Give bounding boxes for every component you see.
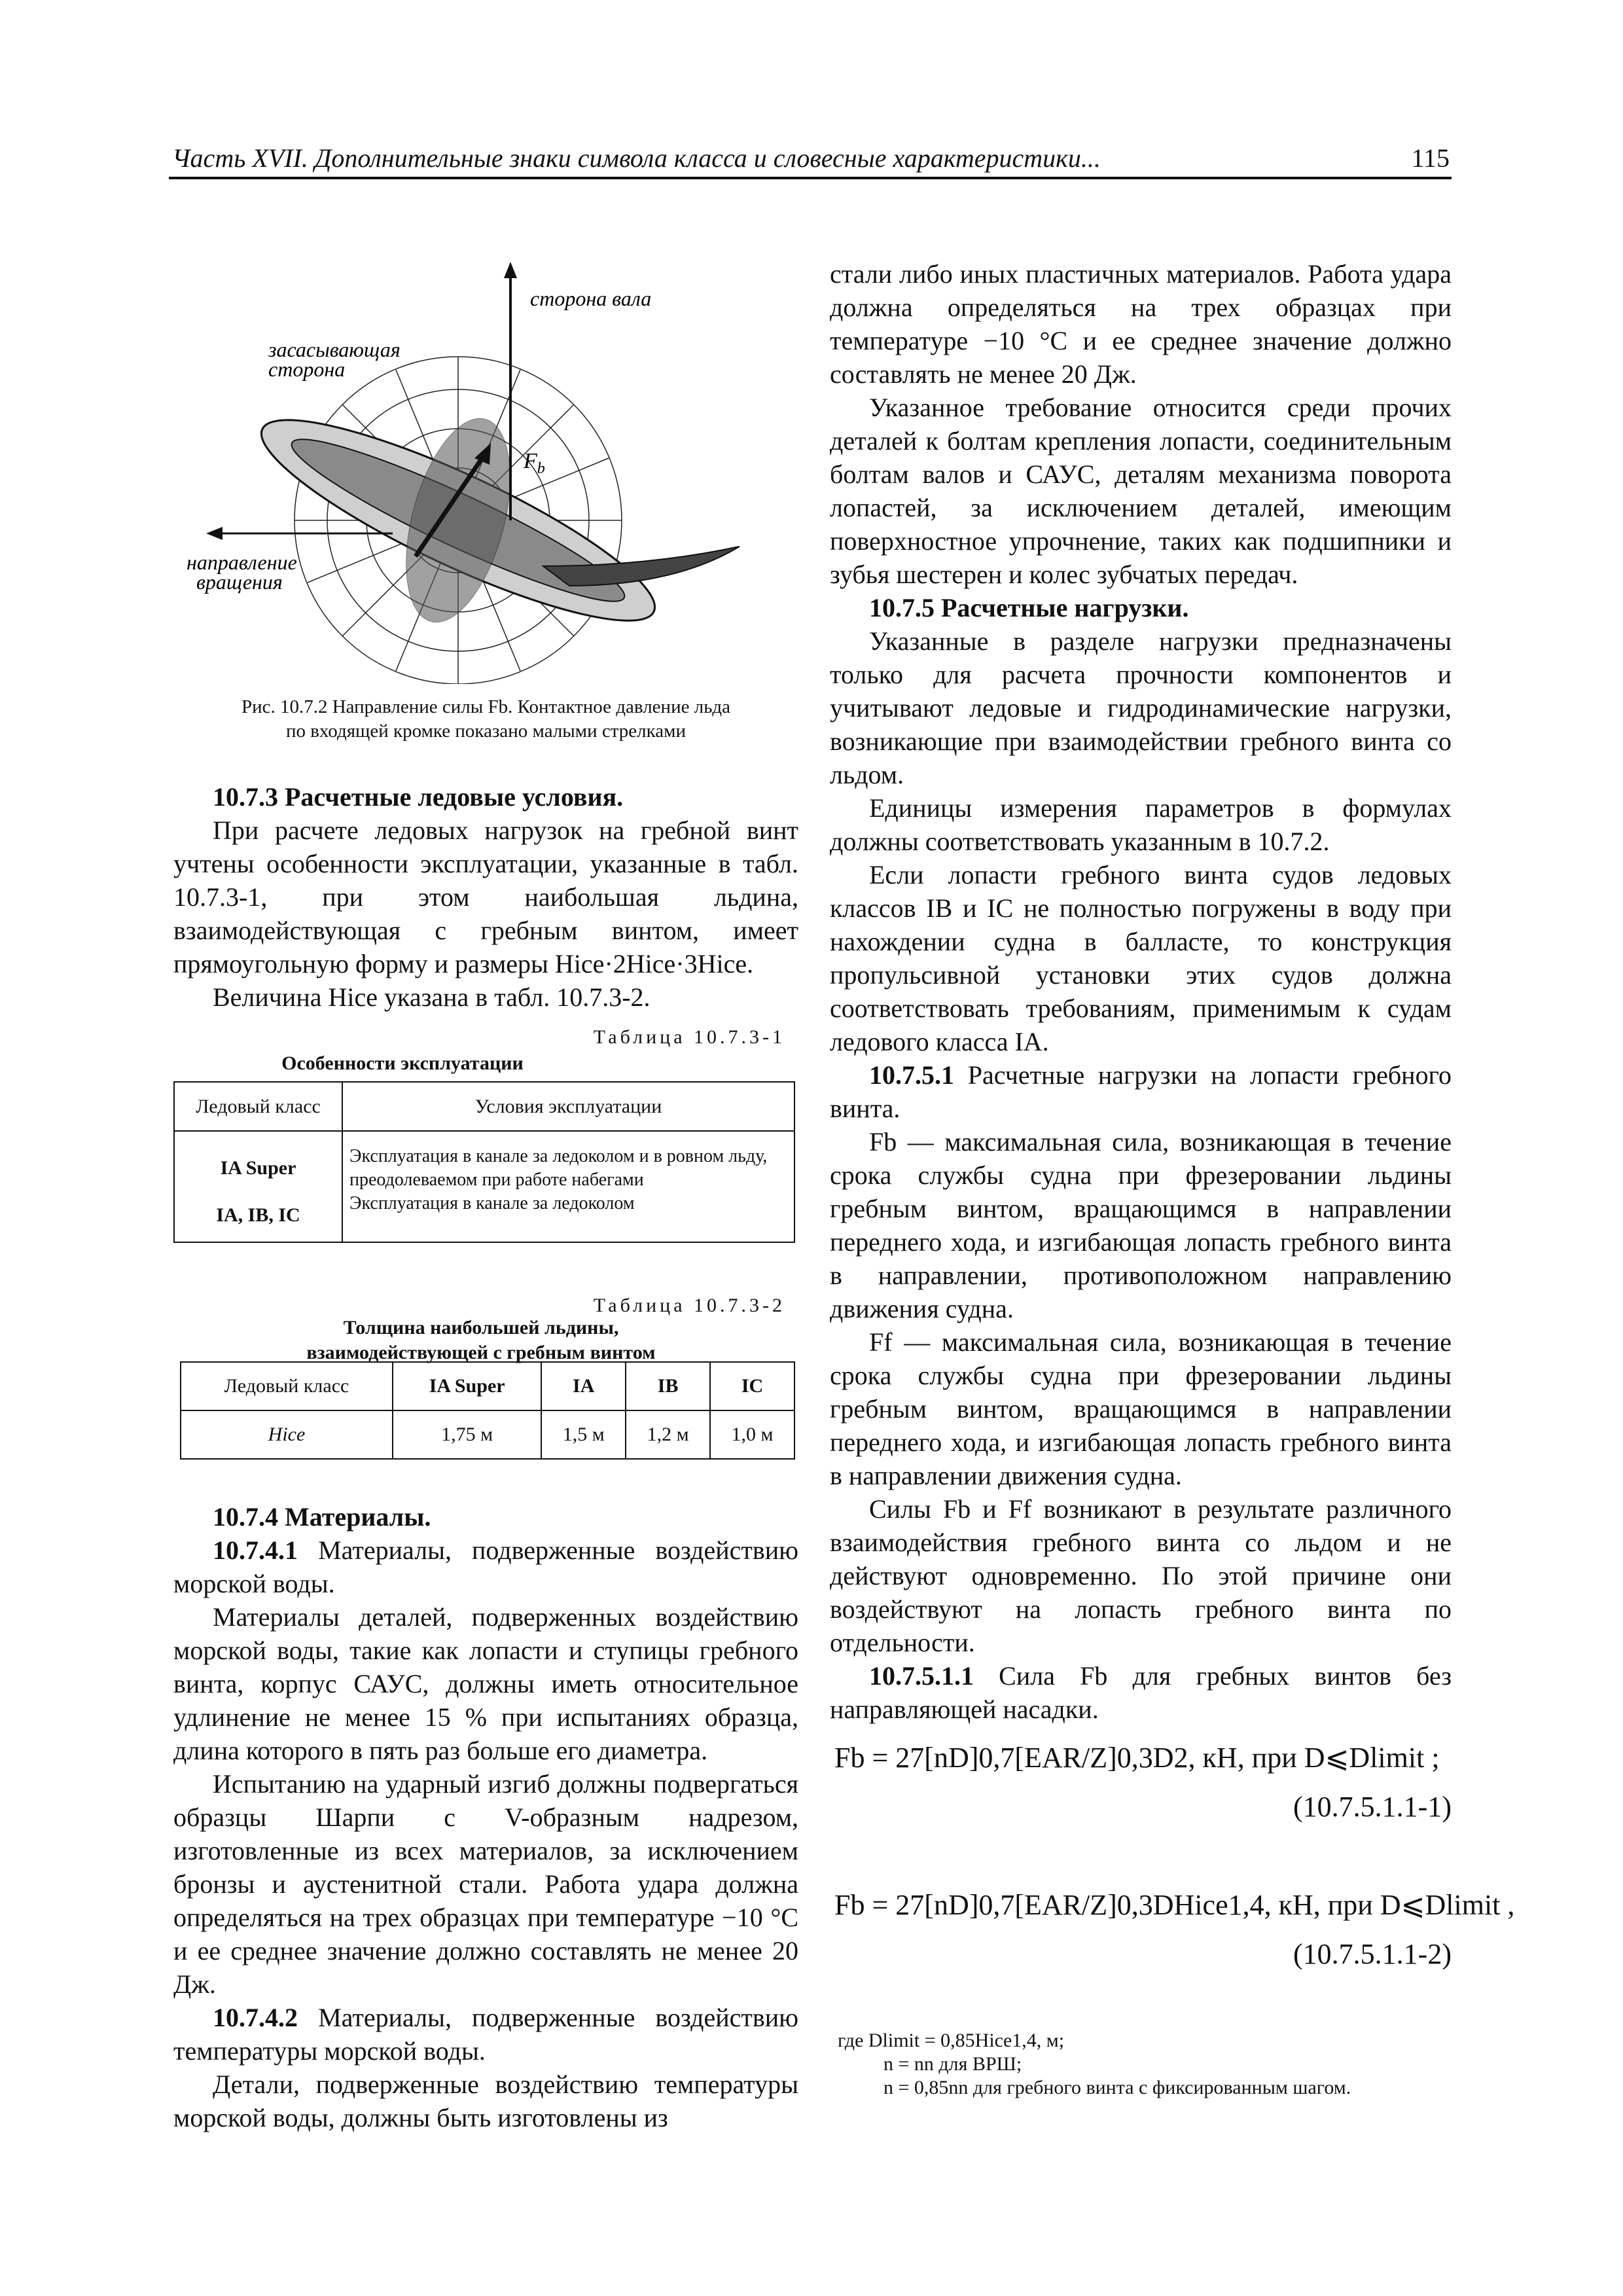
section-10-7-4 bbox=[173, 1500, 798, 2134]
legend-n-vrsh: n = nn для ВРШ; bbox=[883, 2053, 1022, 2075]
label-shaft-side: сторона вала bbox=[530, 287, 652, 310]
table2-header-ia-super: IA Super bbox=[393, 1362, 541, 1410]
table1-conditions-cell bbox=[342, 1131, 794, 1242]
para-10-7-4-1: 10.7.4.1 Материалы, подверженные воздействию морской воды. bbox=[173, 1535, 799, 1598]
para-continued: стали либо иных пластичных материалов. Работа удара должна определяться на трех образцах при температуре −10 °С и ее среднее значение должно составлять не менее 20 Дж. bbox=[830, 259, 1452, 389]
heading-10-7-3: 10.7.3 Расчетные ледовые условия. bbox=[213, 782, 624, 812]
para-10-7-4-2-b: Детали, подверженные воздействию температуры морской воды, должны быть изготовлены из bbox=[173, 2070, 798, 2132]
table1-row2-class: IA, IB, IC bbox=[216, 1204, 300, 1226]
para-10-7-3-b: Величина Hice указана в табл. 10.7.3-2. bbox=[213, 982, 651, 1012]
table1-class-cell bbox=[174, 1131, 342, 1242]
table1-header-conditions: Условия эксплуатации bbox=[342, 1082, 794, 1131]
table2-value-ic: 1,0 м bbox=[710, 1410, 794, 1459]
section-10-7-3 bbox=[173, 780, 798, 1014]
para-10-7-5-c: Если лопасти гребного винта судов ледовых классов IB и IC не полностью погружены в воду при нахождении судна в балласте, то конструкция пропульсивной установки этих судов должна соответствовать требованиям, применимым к судам ледового класса IA. bbox=[830, 860, 1452, 1056]
table2-value-ia-super: 1,75 м bbox=[393, 1410, 541, 1459]
table1-title: Особенности эксплуатации bbox=[281, 1052, 524, 1074]
para-ff-definition: Ff — максимальная сила, возникающая в течение срока службы судна при фрезеровании льдины гребным винтом, вращающимся в направлении переднего хода, и изгибающая лопасть гребного винта в направлении движения судна. bbox=[830, 1327, 1452, 1490]
para-10-7-3-a: При расчете ледовых нагрузок на гребной винт учтены особенности эксплуатации, указанные в табл. 10.7.3-1, при этом наибольшая льдина, взаимодействующая с гребным винтом, имеет прямоугольную форму и размеры Hice·2Hice·3Hice. bbox=[173, 816, 798, 978]
propeller-force-figure bbox=[177, 259, 798, 684]
rotation-arrow-icon bbox=[206, 527, 223, 540]
table-ice-thickness bbox=[180, 1361, 795, 1460]
heading-10-7-4: 10.7.4 Материалы. bbox=[213, 1502, 431, 1532]
table2-header-class: Ледовый класс bbox=[181, 1362, 393, 1410]
legend-dlimit: где Dlimit = 0,85Hice1,4, м; bbox=[838, 2030, 1065, 2051]
label-rotation-1: направление bbox=[187, 550, 297, 574]
label-force: $F_b$ bbox=[524, 449, 545, 477]
table1-label: Таблица 10.7.3-1 bbox=[593, 1026, 785, 1048]
table-operating-conditions bbox=[173, 1081, 795, 1243]
heading-10-7-5: 10.7.5 Расчетные нагрузки. bbox=[869, 593, 1189, 622]
para-requirement: Указанное требование относится среди прочих деталей к болтам крепления лопасти, соединительным болтам валов и САУС, деталям механизма поворота лопастей, за исключением деталей, имеющим поверхностное упрочнение, таких как подшипники и зубья шестерен и колес зубчатых передач. bbox=[830, 393, 1452, 589]
shaft-arrow-icon bbox=[504, 262, 517, 278]
para-10-7-4-1-b: Материалы деталей, подверженных воздействию морской воды, такие как лопасти и ступицы гребного винта, корпус САУС, должны иметь относительное удлинение не менее 15 % при испытаниях образца, длина которого в пять раз больше его диаметра. bbox=[173, 1602, 798, 1765]
label-suction-side-2: сторона bbox=[268, 357, 346, 381]
table1-row2-conditions: Эксплуатация в канале за ледоколом bbox=[349, 1193, 635, 1213]
page-number: 115 bbox=[1411, 143, 1450, 173]
formula-2: Fb = 27[nD]0,7[EAR/Z]0,3DHice1,4, кН, при D⩽Dlimit , bbox=[834, 1889, 1515, 1921]
formula-2-number: (10.7.5.1.1-2) bbox=[1293, 1938, 1452, 1970]
table2-row-label: Hice bbox=[181, 1410, 393, 1459]
right-column bbox=[830, 257, 1452, 1726]
table2-title: Толщина наибольшей льдины, взаимодействующей с гребным винтом bbox=[306, 1317, 656, 1363]
table2-header-ia: IA bbox=[541, 1362, 626, 1410]
table2-header-ib: IB bbox=[626, 1362, 710, 1410]
table1-row1-conditions: Эксплуатация в канале за ледоколом и в ровном льду, преодолеваемом при работе набегами bbox=[349, 1146, 768, 1190]
formula-1: Fb = 27[nD]0,7[EAR/Z]0,3D2, кН, при D⩽Dlimit ; bbox=[834, 1742, 1440, 1774]
legend-n-fixed: n = 0,85nn для гребного винта с фиксированным шагом. bbox=[883, 2077, 1351, 2098]
para-fb-definition: Fb — максимальная сила, возникающая в течение срока службы судна при фрезеровании льдины гребным винтом, вращающимся в направлении переднего хода, и изгибающая лопасть гребного винта в направлении, противоположном направлению движения судна. bbox=[830, 1127, 1452, 1323]
para-forces: Силы Fb и Ff возникают в результате различного взаимодействия гребного винта со льдом и не действуют одновременно. По этой причине они воздействуют на лопасть гребного винта по отдельности. bbox=[830, 1494, 1452, 1657]
table2-value-ib: 1,2 м bbox=[626, 1410, 710, 1459]
table2-header-ic: IC bbox=[710, 1362, 794, 1410]
para-10-7-4-1-c: Испытанию на ударный изгиб должны подвергаться образцы Шарпи с V-образным надрезом, изготовленные из всех материалов, за исключением бронзы и аустенитной стали. Работа удара должна определяться на трех образцах при температуре −10 °С и ее среднее значение должно составлять не менее 20 Дж. bbox=[173, 1769, 798, 1999]
table2-label: Таблица 10.7.3-2 bbox=[593, 1295, 785, 1316]
para-10-7-5-a: Указанные в разделе нагрузки предназначены только для расчета прочности компонентов и учитывают ледовые и гидродинамические нагрузки, возникающие при взаимодействии гребного винта со льдом. bbox=[830, 626, 1452, 789]
label-rotation-2: вращения bbox=[196, 570, 283, 594]
para-10-7-5-1-1: 10.7.5.1.1 Сила Fb для гребных винтов без направляющей насадки. bbox=[830, 1661, 1452, 1724]
para-10-7-5-1: 10.7.5.1 Расчетные нагрузки на лопасти гребного винта. bbox=[830, 1060, 1452, 1123]
formula-1-number: (10.7.5.1.1-1) bbox=[1293, 1791, 1452, 1823]
running-header-title: Часть XVII. Дополнительные знаки символа класса и словесные характеристики... bbox=[172, 143, 1101, 173]
figure-caption: Рис. 10.7.2 Направление силы Fb. Контактное давление льда по входящей кромке показано малыми стрелками bbox=[241, 696, 731, 742]
table1-header-class: Ледовый класс bbox=[174, 1082, 342, 1131]
table1-row1-class: IA Super bbox=[220, 1157, 296, 1179]
table2-value-ia: 1,5 м bbox=[541, 1410, 626, 1459]
label-suction-side-1: засасывающая bbox=[268, 338, 401, 361]
para-10-7-4-2: 10.7.4.2 Материалы, подверженные воздействию температуры морской воды. bbox=[173, 2003, 799, 2066]
header-rule bbox=[169, 177, 1452, 179]
para-10-7-5-b: Единицы измерения параметров в формулах должны соответствовать указанным в 10.7.2. bbox=[830, 793, 1452, 856]
formula-legend bbox=[838, 2029, 1453, 2100]
